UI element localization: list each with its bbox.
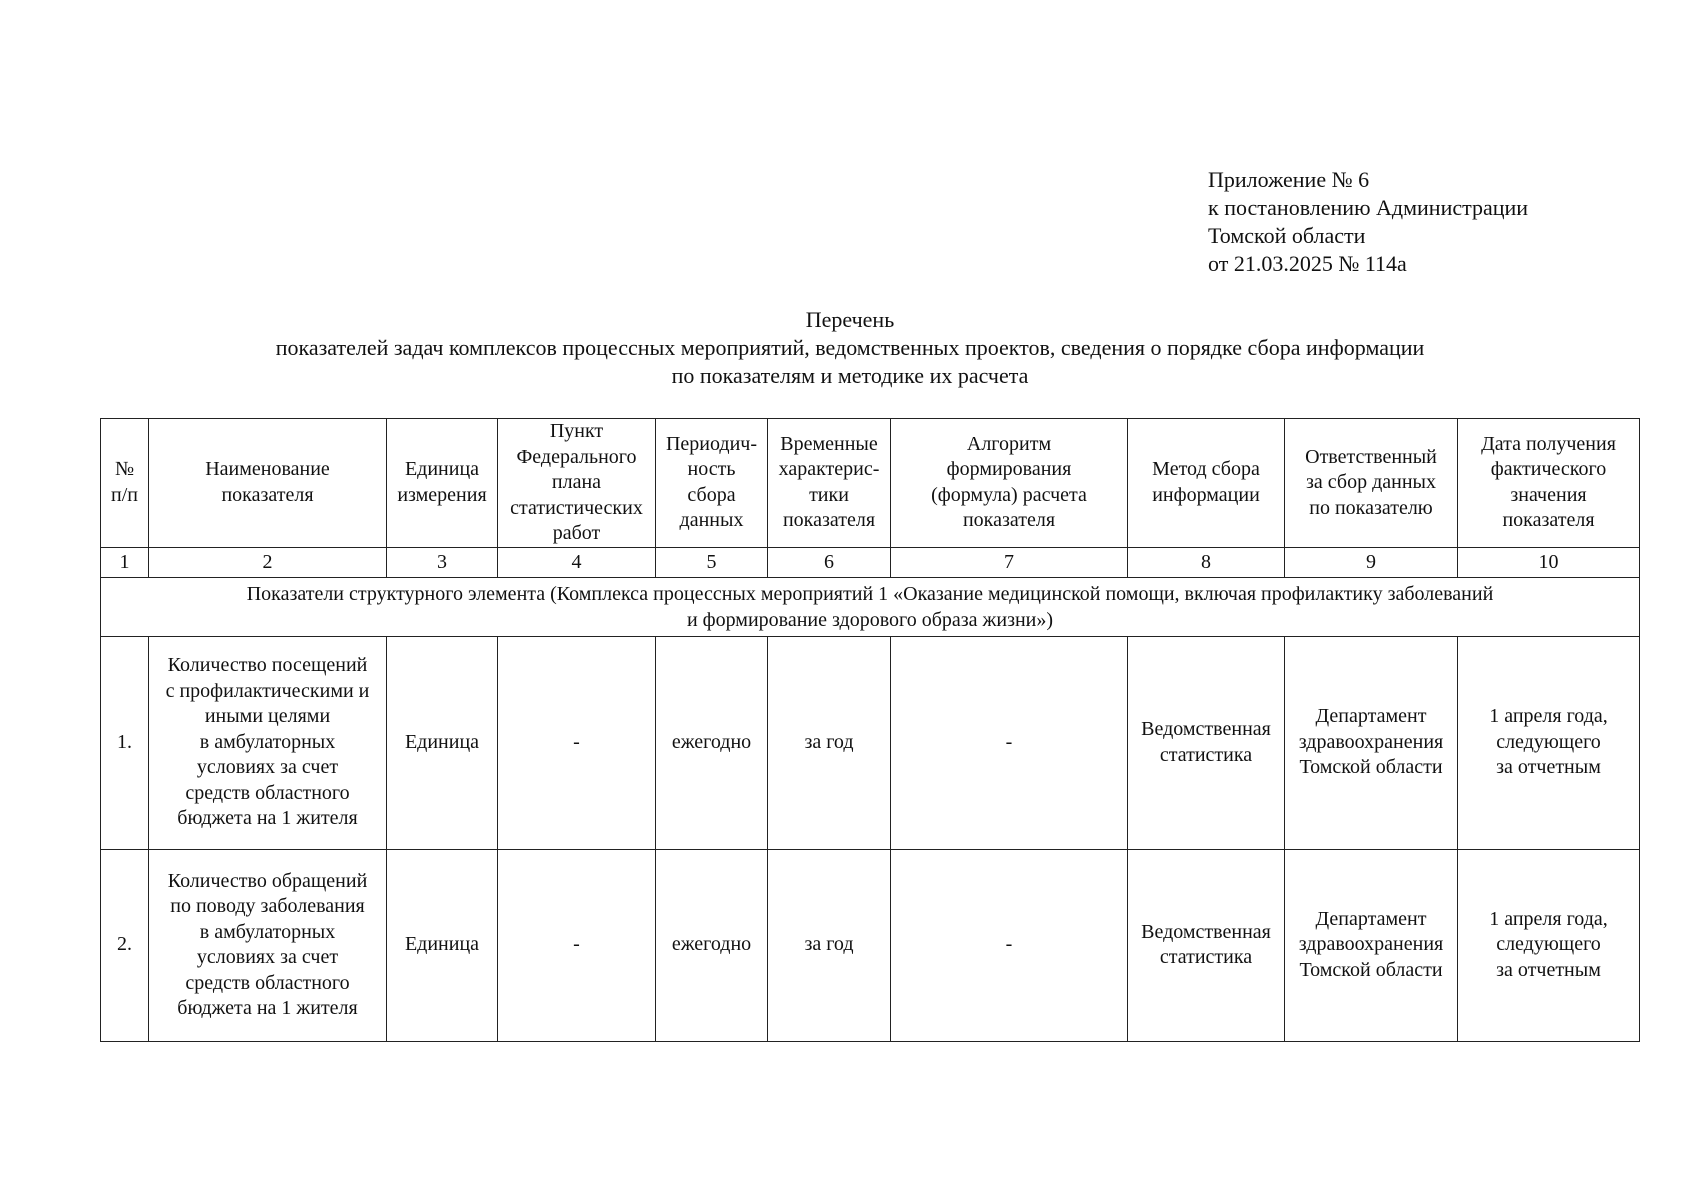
periodicity-cell: ежегодно (656, 849, 768, 1041)
method-line: статистика (1159, 743, 1253, 766)
column-number: 5 (656, 547, 768, 577)
algorithm-cell: - (891, 849, 1128, 1041)
unit-cell: Единица (387, 636, 498, 849)
responsible-line: здравоохранения (1298, 730, 1444, 753)
header-line: характерис- (778, 458, 880, 481)
header-line: плана (551, 471, 602, 493)
column-number: 4 (498, 547, 656, 577)
method-line: статистика (1159, 946, 1253, 968)
date-line: 1 апреля года, (1489, 907, 1608, 930)
header-cell-plan-item (498, 419, 656, 548)
header-cell-method (1128, 419, 1285, 548)
header-line: Федерального (516, 445, 637, 468)
name-line: условиях за счет (196, 756, 339, 779)
document-title (100, 306, 1600, 390)
header-line: показателя (221, 483, 314, 506)
section-line: и формирование здорового образа жизни») (686, 608, 1054, 631)
responsible-line: Департамент (1315, 705, 1427, 728)
header-line: Наименование (205, 458, 330, 481)
table-row (101, 636, 1640, 849)
responsible-cell (1285, 636, 1458, 849)
name-line: средств областного (185, 971, 350, 994)
responsible-cell (1285, 849, 1458, 1041)
time-characteristics-cell: за год (768, 636, 891, 849)
responsible-line: здравоохранения (1298, 933, 1444, 956)
indicator-name (149, 636, 387, 849)
responsible-line: Департамент (1315, 907, 1427, 930)
time-characteristics-cell: за год (768, 849, 891, 1041)
header-line: Периодич- (665, 432, 758, 455)
indicators-table (100, 418, 1640, 1042)
header-cell-num (101, 419, 149, 548)
plan-item-cell: - (498, 636, 656, 849)
header-line: Единица (404, 458, 480, 481)
header-cell-periodicity (656, 419, 768, 548)
name-line: условиях за счет (196, 946, 339, 968)
header-line: за сбор данных (1306, 471, 1436, 493)
name-line: Количество посещений (167, 654, 368, 677)
date-line: 1 апреля года, (1489, 705, 1608, 728)
header-line: сбора (687, 483, 736, 506)
header-line: показателя (782, 509, 876, 532)
header-line: ность (687, 458, 736, 481)
table-row (101, 849, 1640, 1041)
header-line: значения (1510, 483, 1587, 506)
method-cell (1128, 849, 1285, 1041)
date-line: следующего (1496, 933, 1601, 956)
column-number: 7 (891, 547, 1128, 577)
header-line: п/п (111, 483, 138, 506)
date-line: за отчетным (1496, 756, 1601, 779)
header-line: Дата получения (1481, 432, 1616, 455)
column-number: 9 (1285, 547, 1458, 577)
header-cell-algorithm (891, 419, 1128, 548)
header-line: Пункт (549, 420, 604, 442)
date-line: за отчетным (1496, 958, 1601, 981)
name-line: бюджета на 1 жителя (177, 807, 358, 830)
plan-item-cell: - (498, 849, 656, 1041)
indicator-name (149, 849, 387, 1041)
name-line: с профилактическими и (165, 679, 370, 702)
date-line: следующего (1496, 730, 1601, 753)
header-cell-name (149, 419, 387, 548)
section-row (101, 577, 1640, 636)
column-number: 2 (149, 547, 387, 577)
header-line: Временные (780, 432, 878, 455)
responsible-line: Томской области (1299, 958, 1443, 981)
name-line: иными целями (204, 705, 331, 728)
header-line: показателя (962, 509, 1056, 532)
row-number: 2. (101, 849, 149, 1041)
header-line: Алгоритм (966, 432, 1052, 455)
appendix-line: Приложение № 6 (1208, 167, 1370, 192)
column-number: 3 (387, 547, 498, 577)
date-cell (1458, 849, 1640, 1041)
appendix-block (1208, 166, 1528, 278)
responsible-line: Томской области (1299, 756, 1443, 779)
name-line: средств областного (185, 781, 350, 804)
title-line: Перечень (805, 307, 895, 332)
header-line: фактического (1490, 458, 1607, 481)
header-line: данных (679, 509, 744, 532)
appendix-line: к постановлению Администрации (1208, 195, 1529, 220)
column-number-row (101, 547, 1640, 577)
section-line: Показатели структурного элемента (Комплекса процессных мероприятий 1 «Оказание медицинской помощи, включая профилактику заболеваний (246, 582, 1494, 605)
header-cell-date (1458, 419, 1640, 548)
header-row (101, 419, 1640, 548)
method-cell (1128, 636, 1285, 849)
header-line: информации (1152, 483, 1260, 506)
header-line: измерения (397, 483, 487, 506)
method-line: Ведомственная (1141, 718, 1271, 740)
column-number: 6 (768, 547, 891, 577)
header-cell-responsible (1285, 419, 1458, 548)
date-cell (1458, 636, 1640, 849)
name-line: в амбулаторных (199, 920, 336, 943)
row-number: 1. (101, 636, 149, 849)
header-cell-time-characteristics (768, 419, 891, 548)
method-line: Ведомственная (1141, 920, 1271, 943)
algorithm-cell: - (891, 636, 1128, 849)
header-line: (формула) расчета (931, 483, 1087, 506)
appendix-line: Томской области (1208, 223, 1366, 248)
header-line: показателя (1502, 509, 1595, 532)
header-line: по показателю (1309, 496, 1433, 519)
unit-cell: Единица (387, 849, 498, 1041)
column-number: 10 (1458, 547, 1640, 577)
header-cell-unit (387, 419, 498, 548)
header-line: работ (552, 522, 601, 544)
name-line: по поводу заболевания (170, 895, 365, 917)
section-heading (101, 577, 1640, 636)
periodicity-cell: ежегодно (656, 636, 768, 849)
appendix-line: от 21.03.2025 № 114а (1208, 251, 1407, 276)
header-line: формирования (946, 458, 1072, 481)
column-number: 1 (101, 547, 149, 577)
name-line: Количество обращений (167, 869, 368, 892)
header-line: № (114, 458, 135, 481)
header-line: Метод сбора (1152, 458, 1260, 481)
column-number: 8 (1128, 547, 1285, 577)
header-line: Ответственный (1305, 445, 1437, 468)
name-line: в амбулаторных (199, 730, 336, 753)
title-line: по показателям и методике их расчета (671, 363, 1029, 388)
header-line: статистических (510, 496, 643, 519)
title-line: показателей задач комплексов процессных мероприятий, ведомственных проектов, сведения о порядке сбора информации (275, 335, 1425, 360)
name-line: бюджета на 1 жителя (177, 997, 358, 1019)
header-line: тики (809, 483, 849, 506)
